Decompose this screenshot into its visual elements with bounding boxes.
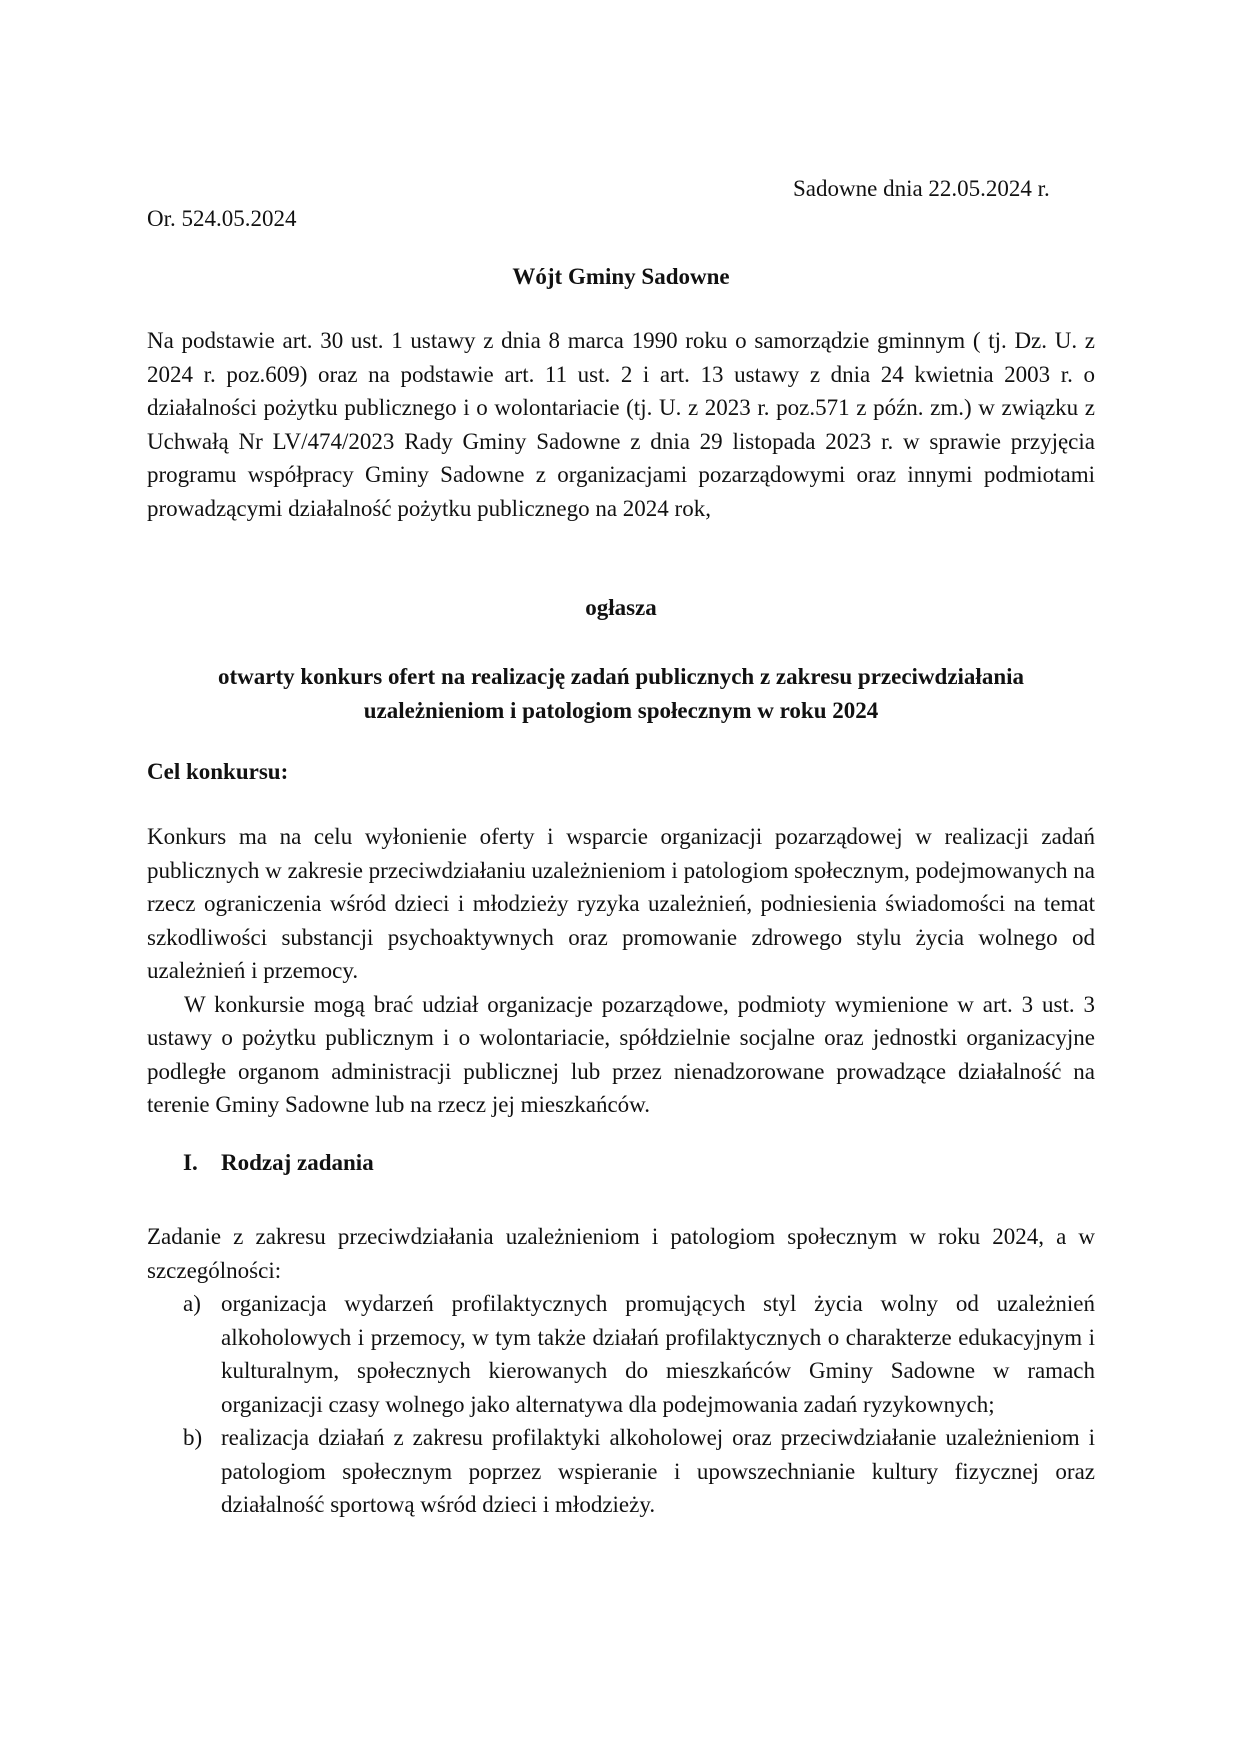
list-marker: b) <box>183 1425 203 1450</box>
section-number: I. <box>183 1150 198 1175</box>
task-list <box>183 1287 1095 1522</box>
list-item-text: realizacja działań z zakresu profilaktyki alkoholowej oraz przeciwdziałanie uzależnieniom i patologiom społecznym poprzez wspieranie i upowszechnianie kultury fizycznej oraz działalność sportową wśród dzieci i młodzieży. <box>221 1425 1095 1517</box>
section-title: Rodzaj zadania <box>221 1150 374 1175</box>
list-item <box>183 1421 1095 1522</box>
reference-number: Or. 524.05.2024 <box>147 206 297 231</box>
contest-title-line-2: uzależnieniom i patologiom społecznym w roku 2024 <box>363 697 879 723</box>
announcement-verb: ogłasza <box>585 595 657 620</box>
goal-paragraph-1: Konkurs ma na celu wyłonienie oferty i wsparcie organizacji pozarządowej w realizacji zadań publicznych w zakresie przeciwdziałaniu uzależnieniom i patologiom społecznym, podejmowanych na rzecz ograniczenia wśród dzieci i młodzieży ryzyka uzależnień, podniesienia świadomości na temat szkodliwości substancji psychoaktywnych oraz promowanie zdrowego stylu życia wolnego od uzależnień i przemocy. <box>147 824 1095 983</box>
list-item <box>183 1287 1095 1421</box>
section-heading <box>183 1150 374 1176</box>
contest-title <box>147 660 1095 727</box>
place-date: Sadowne dnia 22.05.2024 r. <box>793 176 1050 201</box>
goal-body <box>147 820 1095 1122</box>
task-intro: Zadanie z zakresu przeciwdziałania uzależnieniom i patologiom społecznym w roku 2024, a w szczególności: <box>147 1224 1095 1283</box>
legal-basis-paragraph: Na podstawie art. 30 ust. 1 ustawy z dnia 8 marca 1990 roku o samorządzie gminnym ( tj. Dz. U. z 2024 r. poz.609) oraz na podstawie art. 11 ust. 2 i art. 13 ustawy z dnia 24 kwietnia 2003 r. o działalności pożytku publicznego i o wolontariacie (tj. U. z 2023 r. poz.571 z późn. zm.) w związku z Uchwałą Nr LV/474/2023 Rady Gminy Sadowne z dnia 29 listopada 2023 r. w sprawie przyjęcia programu współpracy Gminy Sadowne z organizacjami pozarządowymi oraz innymi podmiotami prowadzącymi działalność pożytku publicznego na 2024 rok, <box>147 328 1095 521</box>
issuing-authority: Wójt Gminy Sadowne <box>512 264 730 289</box>
goal-paragraph-2: W konkursie mogą brać udział organizacje pozarządowe, podmioty wymienione w art. 3 ust. 3 ustawy o pożytku publicznym i o wolontariacie, spółdzielnie socjalne oraz jednostki organizacyjne podległe organom administracji publicznej lub przez nienadzorowane prowadzące działalność na terenie Gminy Sadowne lub na rzecz jej mieszkańców. <box>147 991 1095 1117</box>
list-marker: a) <box>183 1291 201 1316</box>
goal-heading: Cel konkursu: <box>147 759 289 784</box>
list-item-text: organizacja wydarzeń profilaktycznych promujących styl życia wolny od uzależnień alkoholowych i przemocy, w tym także działań profilaktycznych o charakterze edukacyjnym i kulturalnym, społecznych kierowanych do mieszkańców Gminy Sadowne w ramach organizacji czasy wolnego jako alternatywa dla podejmowania zadań ryzykownych; <box>221 1291 1095 1417</box>
contest-title-line-1: otwarty konkurs ofert na realizację zadań publicznych z zakresu przeciwdziałania <box>218 664 1024 689</box>
